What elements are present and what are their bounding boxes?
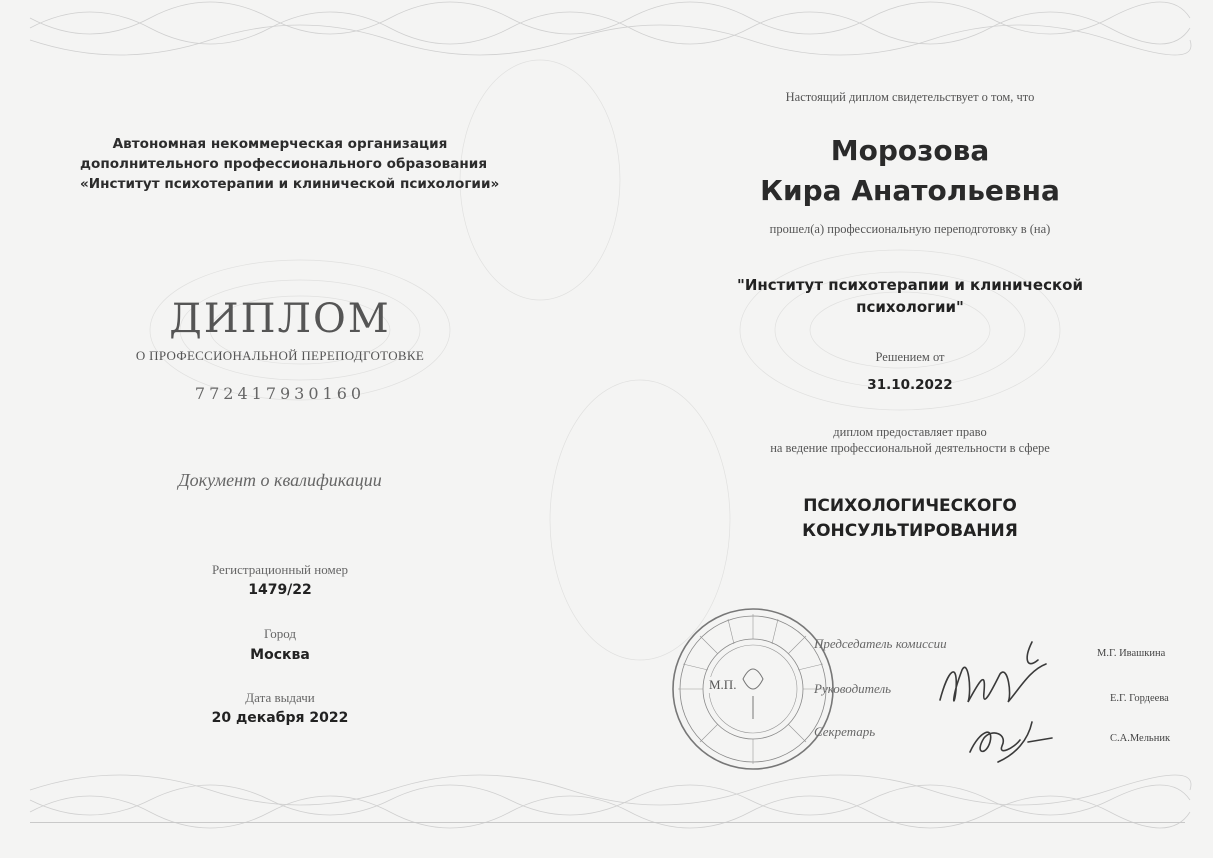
field-line-2: КОНСУЛЬТИРОВАНИЯ	[802, 521, 1018, 541]
official-stamp-seal	[668, 604, 838, 774]
rights-line-1: диплом предоставляет право	[833, 425, 987, 439]
intro-text: Настоящий диплом свидетельствует о том, что	[785, 90, 1035, 104]
organization-line-1: Автономная некоммерческая организация	[112, 136, 448, 152]
issue-date-value: 20 декабря 2022	[211, 710, 349, 726]
secretary-name: С.А.Мельник	[1110, 733, 1171, 744]
bottom-edge-line	[30, 822, 1185, 823]
handwritten-signatures	[928, 630, 1078, 780]
institution-name	[700, 274, 1120, 318]
decision-date: 31.10.2022	[867, 377, 953, 393]
head-name: Е.Г. Гордеева	[1110, 693, 1169, 704]
city-label: Город	[263, 626, 297, 641]
chair-role: Председатель комиссии	[814, 636, 947, 651]
secretary-role: Секретарь	[814, 724, 876, 739]
diploma-subtitle: О ПРОФЕССИОНАЛЬНОЙ ПЕРЕПОДГОТОВКЕ	[135, 348, 425, 363]
issue-date-label: Дата выдачи	[245, 690, 315, 705]
professional-field	[700, 494, 1120, 544]
serial-number: 772417930160	[194, 384, 366, 403]
organization-line-2: дополнительного профессионального образования	[80, 156, 488, 172]
passed-text: прошел(а) профессиональную переподготовку в (на)	[769, 222, 1051, 236]
rights-text	[700, 424, 1120, 456]
head-role: Руководитель	[814, 681, 892, 696]
institution-line-2: психологии"	[856, 298, 964, 316]
organization-name	[80, 134, 500, 194]
city-value: Москва	[250, 647, 310, 663]
registration-label: Регистрационный номер	[212, 562, 348, 577]
registration-number: 1479/22	[248, 582, 312, 598]
stamp-label: М.П.	[709, 677, 737, 692]
diploma-title: ДИПЛОМ	[169, 296, 391, 342]
rights-line-2: на ведение профессиональной деятельности в сфере	[770, 441, 1050, 455]
holder-given-names: Кира Анатольевна	[760, 174, 1060, 207]
document-type: Документ о квалификации	[178, 470, 382, 490]
institution-line-1: "Институт психотерапии и клинической	[737, 276, 1083, 294]
organization-line-3: «Институт психотерапии и клинической психологии»	[80, 176, 500, 192]
chair-name: М.Г. Ивашкина	[1097, 648, 1166, 659]
decision-label: Решением от	[875, 350, 945, 364]
field-line-1: ПСИХОЛОГИЧЕСКОГО	[803, 496, 1017, 516]
holder-surname: Морозова	[830, 134, 990, 167]
